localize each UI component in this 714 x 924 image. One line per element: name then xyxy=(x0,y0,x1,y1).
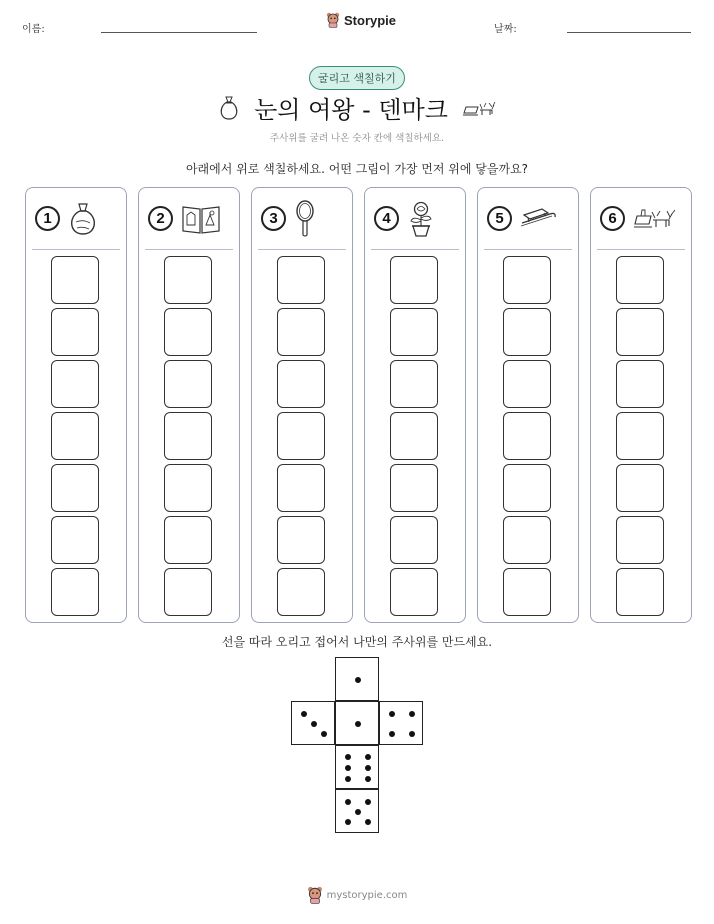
name-line xyxy=(101,32,257,33)
color-box[interactable] xyxy=(277,568,325,616)
coloring-instruction: 아래에서 위로 색칠하세요. 어떤 그림이 가장 먼저 위에 닿을까요? xyxy=(185,162,529,176)
bear-mascot-icon xyxy=(307,886,323,904)
color-box[interactable] xyxy=(277,256,325,304)
color-box[interactable] xyxy=(390,256,438,304)
color-box[interactable] xyxy=(51,516,99,564)
color-box[interactable] xyxy=(164,516,212,564)
footer-url[interactable]: mystorypie.com xyxy=(326,889,408,901)
color-box[interactable] xyxy=(616,568,664,616)
dice-instruction: 선을 따라 오리고 접어서 나만의 주사위를 만드세요. xyxy=(221,635,493,649)
color-box[interactable] xyxy=(277,464,325,512)
page-subtitle: 주사위를 굴려 나온 숫자 칸에 색칠하세요. xyxy=(269,133,445,144)
color-box[interactable] xyxy=(164,412,212,460)
color-box[interactable] xyxy=(164,464,212,512)
column-number: 4 xyxy=(374,206,399,231)
column-6 xyxy=(590,187,692,623)
footer xyxy=(0,886,714,904)
color-box[interactable] xyxy=(164,308,212,356)
color-box[interactable] xyxy=(164,256,212,304)
color-box[interactable] xyxy=(616,516,664,564)
color-box[interactable] xyxy=(503,412,551,460)
column-number: 1 xyxy=(35,206,60,231)
color-box[interactable] xyxy=(164,568,212,616)
date-label: 날짜: xyxy=(494,24,517,35)
color-box[interactable] xyxy=(503,256,551,304)
color-box[interactable] xyxy=(277,308,325,356)
color-box[interactable] xyxy=(390,568,438,616)
color-box[interactable] xyxy=(616,464,664,512)
dice-face-1 xyxy=(335,657,379,701)
column-number: 2 xyxy=(148,206,173,231)
color-box[interactable] xyxy=(51,256,99,304)
storybook-icon xyxy=(181,203,221,235)
color-box[interactable] xyxy=(616,412,664,460)
reindeer-sleigh-icon xyxy=(633,204,677,234)
color-box[interactable] xyxy=(390,308,438,356)
color-box[interactable] xyxy=(390,516,438,564)
column-5 xyxy=(477,187,579,623)
potted-rose-icon xyxy=(407,200,435,238)
dice-face-6 xyxy=(335,745,379,789)
column-number: 3 xyxy=(261,206,286,231)
color-box[interactable] xyxy=(616,360,664,408)
dice-face-4 xyxy=(379,701,423,745)
color-box[interactable] xyxy=(390,412,438,460)
color-box[interactable] xyxy=(390,360,438,408)
name-label: 이름: xyxy=(22,24,45,35)
dice-face-5 xyxy=(335,789,379,833)
money-bag-icon xyxy=(218,95,240,121)
dice-face-3 xyxy=(291,701,335,745)
brand-logo xyxy=(326,12,396,28)
color-box[interactable] xyxy=(51,412,99,460)
column-4 xyxy=(364,187,466,623)
color-box[interactable] xyxy=(390,464,438,512)
race-columns xyxy=(25,187,692,623)
color-box[interactable] xyxy=(616,308,664,356)
color-box[interactable] xyxy=(51,568,99,616)
color-box[interactable] xyxy=(503,516,551,564)
column-2 xyxy=(138,187,240,623)
color-box[interactable] xyxy=(164,360,212,408)
reindeer-sleigh-icon xyxy=(462,97,496,119)
column-1 xyxy=(25,187,127,623)
dice-face-1 xyxy=(335,701,379,745)
title-row xyxy=(0,90,714,125)
color-box[interactable] xyxy=(503,360,551,408)
color-box[interactable] xyxy=(51,464,99,512)
color-box[interactable] xyxy=(277,516,325,564)
money-bag-icon xyxy=(68,202,98,236)
page-title: 눈의 여왕 - 덴마크 xyxy=(254,96,448,124)
column-number: 5 xyxy=(487,206,512,231)
column-number: 6 xyxy=(600,206,625,231)
color-box[interactable] xyxy=(277,360,325,408)
color-box[interactable] xyxy=(277,412,325,460)
color-box[interactable] xyxy=(51,308,99,356)
color-box[interactable] xyxy=(51,360,99,408)
color-box[interactable] xyxy=(616,256,664,304)
hand-mirror-icon xyxy=(294,200,316,238)
date-line xyxy=(567,32,691,33)
color-box[interactable] xyxy=(503,464,551,512)
color-box[interactable] xyxy=(503,568,551,616)
sled-icon xyxy=(520,205,558,233)
color-box[interactable] xyxy=(503,308,551,356)
column-3 xyxy=(251,187,353,623)
brand-name: Storypie xyxy=(344,12,397,28)
bear-mascot-icon xyxy=(326,12,340,28)
activity-badge: 굴리고 색칠하기 xyxy=(309,66,405,90)
